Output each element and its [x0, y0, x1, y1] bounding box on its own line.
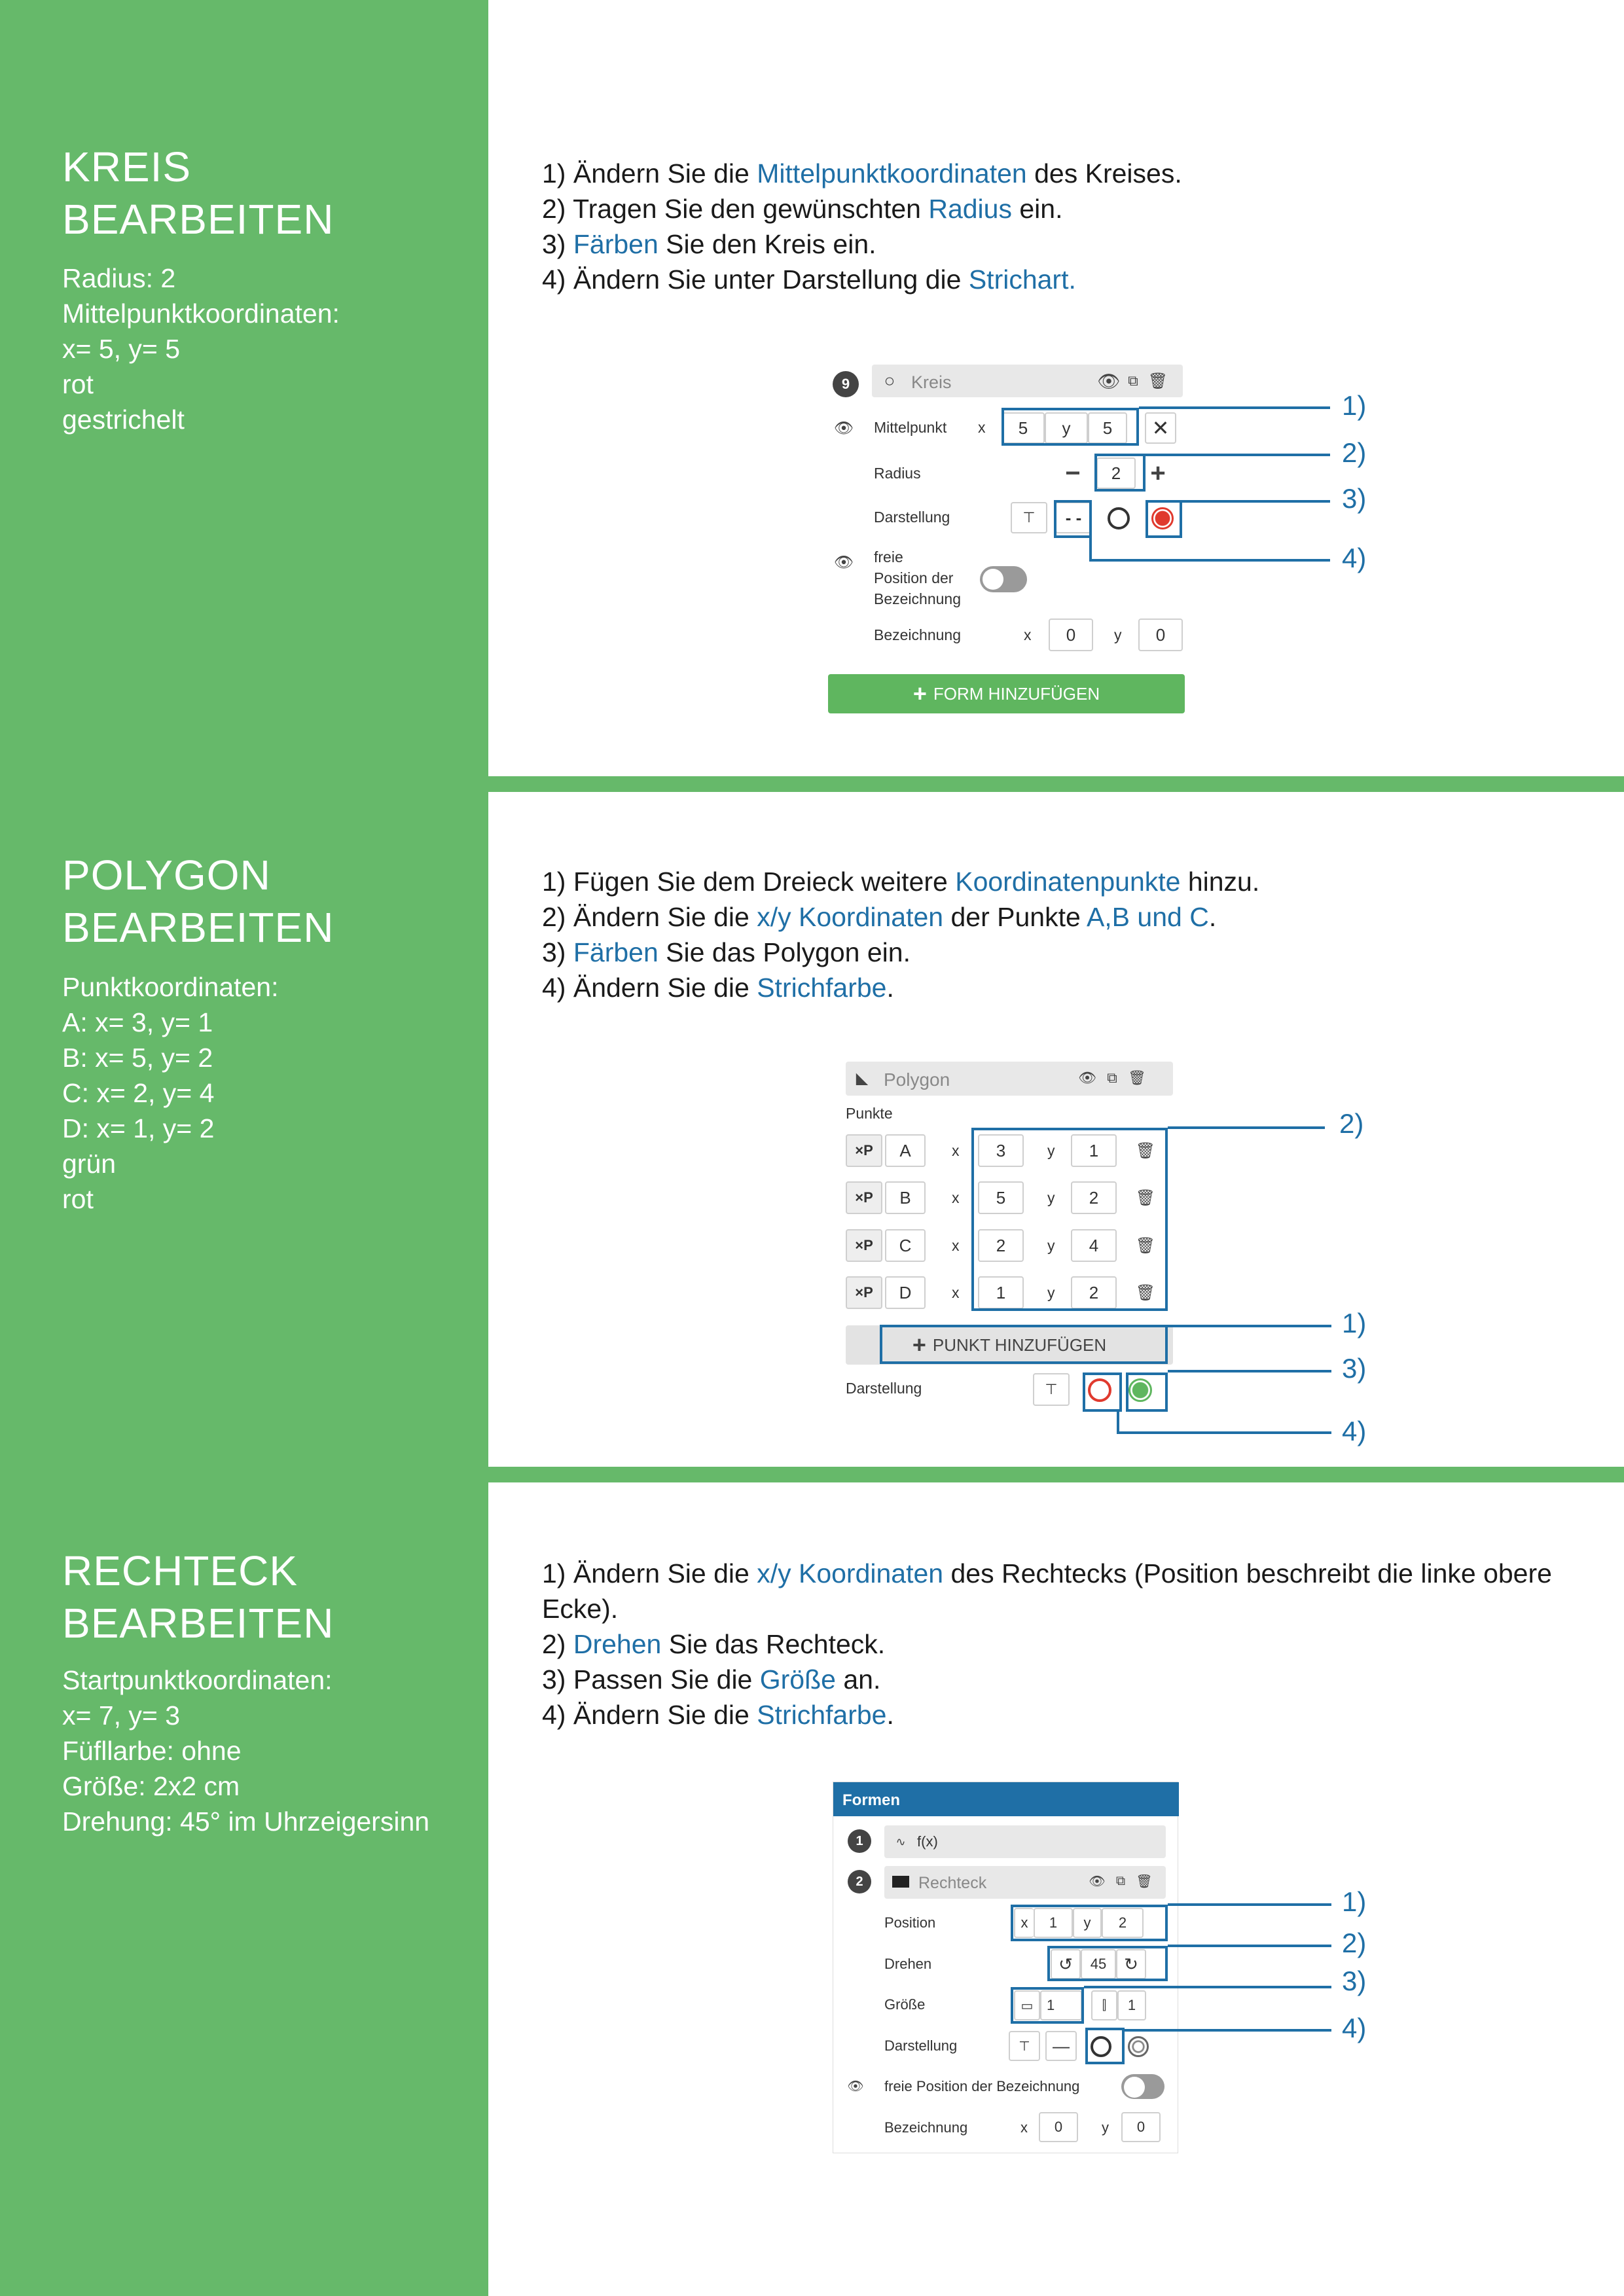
callout-frame	[880, 1325, 1168, 1364]
title-line: POLYGON	[62, 852, 271, 899]
free-position-toggle[interactable]	[1121, 2074, 1164, 2099]
callout-line	[1168, 1325, 1331, 1327]
section-title	[62, 849, 334, 954]
callout-line	[1182, 500, 1330, 503]
summary-line: A: x= 3, y= 1	[62, 1007, 213, 1037]
radius-input[interactable]: 2	[1096, 457, 1136, 489]
summary-line: x= 7, y= 3	[62, 1700, 181, 1731]
free-position-label: freie Position der Bezeichnung	[874, 548, 961, 607]
summary-line: Größe: 2x2 cm	[62, 1771, 240, 1801]
point-name-input[interactable]: D	[885, 1276, 926, 1309]
label-x-input[interactable]: 0	[1039, 2112, 1078, 2142]
label-label: Bezeichnung	[884, 2119, 968, 2136]
xp-icon[interactable]: ×P	[846, 1134, 882, 1167]
shape-number: 1	[848, 1829, 871, 1853]
summary-line: Radius: 2	[62, 263, 176, 293]
summary-line: Drehung: 45° im Uhrzeigersinn	[62, 1806, 430, 1837]
height-input[interactable]: 1	[1117, 1990, 1146, 2020]
point-x-input[interactable]: 5	[978, 1181, 1024, 1214]
callout-number: 2)	[1339, 1108, 1364, 1139]
callout-line	[1139, 406, 1330, 409]
display-label: Darstellung	[874, 509, 950, 526]
center-label: Mittelpunkt	[874, 419, 947, 436]
callout-line	[1125, 2029, 1331, 2032]
summary-line: D: x= 1, y= 2	[62, 1113, 215, 1143]
callout-frame	[1054, 500, 1092, 538]
callout-frame	[1001, 408, 1139, 446]
trash-icon[interactable]: 🗑	[1147, 372, 1168, 390]
callout-frame	[1146, 500, 1182, 538]
width-input[interactable]: 1	[1040, 1990, 1082, 2020]
callout-line	[1089, 559, 1330, 562]
callout-number: 1)	[1342, 390, 1367, 421]
summary-line: B: x= 5, y= 2	[62, 1043, 213, 1073]
callout-line	[1117, 1431, 1331, 1434]
callout-line	[1168, 1370, 1331, 1372]
circle-editor-screenshot: 9 ○ Kreis 👁 ⧉ 🗑 👁 Mittelpunkt x 5 y 5 ✕ Radius − 2 + Darstellung ⊤ - - 👁 freie Position der Bezeichnung Bezeichnung x 0 y 0 + FORM HINZUFÜGEN	[826, 357, 1199, 720]
shape-number: 2	[848, 1870, 871, 1893]
width-icon: ▭	[1014, 1990, 1040, 2020]
trash-icon[interactable]: 🗑	[1128, 1069, 1146, 1086]
point-x-input[interactable]: 2	[978, 1229, 1024, 1262]
point-y-input[interactable]: 2	[1071, 1181, 1117, 1214]
callout-line	[1168, 1945, 1331, 1947]
dashed-line-icon[interactable]: - -	[1055, 502, 1092, 533]
point-name-input[interactable]: C	[885, 1229, 926, 1262]
summary-line: x= 5, y= 5	[62, 334, 181, 364]
callout-line	[1117, 1412, 1119, 1433]
y-label: y	[1045, 412, 1088, 444]
callout-frame	[1085, 2028, 1125, 2064]
label-y-input[interactable]: 0	[1121, 2112, 1161, 2142]
position-label: Position	[884, 1914, 936, 1931]
instructions: 1) Fügen Sie dem Dreieck weitere Koordinatenpunkte hinzu. 2) Ändern Sie die x/y Koordinaten der Punkte A,B und C. 3) Färben Sie das Polygon ein. 4) Ändern Sie die Strichfarbe.	[542, 867, 1260, 1003]
instructions: 1) Ändern Sie die Mittelpunktkoordinaten des Kreises. 2) Tragen Sie den gewünschten Radius ein. 3) Färben Sie den Kreis ein. 4) Ändern Sie unter Darstellung die Strichart.	[542, 158, 1182, 295]
callout-number: 4)	[1342, 543, 1367, 573]
radius-label: Radius	[874, 465, 921, 482]
solid-line-icon[interactable]: —	[1045, 2031, 1077, 2061]
section-divider	[488, 1467, 1624, 1482]
callout-line	[1146, 454, 1330, 456]
callout-number: 2)	[1342, 1928, 1367, 1958]
eye-icon[interactable]: 👁	[833, 419, 854, 437]
summary-line: Mittelpunktkoordinaten:	[62, 298, 340, 329]
shape-number: 9	[833, 371, 859, 397]
section-title	[62, 141, 334, 245]
position-y-input[interactable]: 2	[1102, 1908, 1144, 1938]
polygon-editor-screenshot: ◣ Polygon 👁 ⧉ 🗑 Punkte ×P A x 3 y 1 🗑 ×P B x 5 y 2 🗑 ×P C x 2 y 4 🗑 ×P D x 1 y 2 🗑 + PUNKT HINZUFÜGEN Darstellung ⊤	[833, 1052, 1186, 1419]
callout-number: 4)	[1342, 1416, 1367, 1446]
callout-frame	[1126, 1372, 1168, 1412]
display-label: Darstellung	[884, 2037, 958, 2054]
callout-line	[1084, 1986, 1331, 1988]
copy-icon[interactable]: ⧉	[1115, 1873, 1126, 1888]
section-summary	[62, 260, 340, 437]
copy-icon[interactable]: ⧉	[1128, 372, 1138, 389]
callout-frame	[1047, 1946, 1168, 1981]
plus-icon[interactable]: +	[1150, 458, 1166, 488]
add-shape-button[interactable]: + FORM HINZUFÜGEN	[828, 674, 1185, 713]
x-label: x	[978, 419, 986, 436]
free-position-label: freie Position der Bezeichnung	[884, 2078, 1080, 2094]
eye-icon[interactable]: 👁	[1089, 1874, 1106, 1889]
point-y-input[interactable]: 2	[1071, 1276, 1117, 1309]
x-label: x	[1014, 1908, 1034, 1938]
summary-line: Startpunktkoordinaten:	[62, 1665, 333, 1695]
section-summary	[62, 969, 279, 1217]
section-divider	[488, 776, 1624, 792]
xp-icon[interactable]: ×P	[846, 1276, 882, 1309]
section-summary	[62, 1662, 429, 1839]
instructions: 1) Ändern Sie die x/y Koordinaten des Rechtecks (Position beschreibt die linke obere Ecke). 2) Drehen Sie das Rechteck. 3) Passen Sie die Größe an. 4) Ändern Sie die Strichfarbe.	[542, 1558, 1552, 1730]
label-label: Bezeichnung	[874, 626, 961, 643]
eye-icon[interactable]: 👁	[833, 553, 854, 571]
label-x-input[interactable]: 0	[1049, 619, 1093, 651]
summary-line: grün	[62, 1149, 117, 1179]
callout-frame	[1011, 1987, 1084, 2024]
minus-icon[interactable]: −	[1065, 458, 1081, 488]
callout-number: 1)	[1342, 1886, 1367, 1917]
free-position-toggle[interactable]	[980, 566, 1027, 592]
eye-icon[interactable]: 👁	[1078, 1069, 1096, 1086]
trash-icon[interactable]: 🗑	[1135, 1189, 1156, 1207]
copy-icon[interactable]: ⧉	[1107, 1069, 1117, 1086]
section-title	[62, 1545, 334, 1649]
point-name-input[interactable]: A	[885, 1134, 926, 1167]
trash-icon[interactable]: 🗑	[1135, 1283, 1156, 1302]
function-icon: ∿	[895, 1835, 906, 1848]
eye-icon[interactable]: 👁	[1097, 370, 1121, 391]
close-icon[interactable]: ✕	[1145, 412, 1176, 444]
point-y-input[interactable]: 1	[1071, 1134, 1117, 1167]
y-label: y	[1073, 1908, 1102, 1938]
height-icon: ⫿	[1091, 1990, 1117, 2020]
callout-number: 2)	[1342, 437, 1367, 468]
line-width-icon[interactable]: ⊤	[1009, 2031, 1040, 2061]
label-y-input[interactable]: 0	[1138, 619, 1183, 651]
callout-number: 3)	[1342, 483, 1367, 514]
callout-line	[1168, 1903, 1331, 1906]
summary-line: gestrichelt	[62, 404, 185, 435]
title-line: BEARBEITEN	[62, 1600, 334, 1647]
trash-icon[interactable]: 🗑	[1135, 1141, 1156, 1160]
callout-number: 4)	[1342, 2013, 1367, 2043]
trash-icon[interactable]: 🗑	[1136, 1874, 1153, 1889]
summary-line: rot	[62, 369, 94, 399]
callout-line	[1168, 1126, 1325, 1129]
center-y-input[interactable]: 5	[1088, 412, 1127, 444]
xp-icon[interactable]: ×P	[846, 1229, 882, 1262]
function-name: f(x)	[917, 1833, 938, 1850]
size-label: Größe	[884, 1996, 926, 2013]
shape-name: Kreis	[911, 372, 952, 392]
callout-frame	[1083, 1372, 1122, 1412]
point-y-input[interactable]: 4	[1071, 1229, 1117, 1262]
point-x-input[interactable]: 3	[978, 1134, 1024, 1167]
callout-number: 3)	[1342, 1965, 1367, 1996]
shape-name: Polygon	[884, 1069, 950, 1090]
rectangle-editor-screenshot: Formen 1 ∿ f(x) 2 Rechteck 👁 ⧉ 🗑 Position x 1 y 2 Drehen ↺ 45 ↻ Größe ▭ 1 ⫿ 1 Darstellung ⊤ — 👁 freie Position der Bezeichnung Bezeichnung x 0 y 0	[833, 1782, 1178, 2153]
rotate-input[interactable]: 45	[1081, 1949, 1116, 1979]
rotate-cw-icon[interactable]: ↻	[1116, 1949, 1146, 1979]
callout-line	[1089, 538, 1092, 562]
polygon-icon: ◣	[856, 1069, 869, 1087]
center-x-input[interactable]: 5	[1001, 412, 1045, 444]
summary-line: Punktkoordinaten:	[62, 972, 279, 1002]
stroke-color-icon[interactable]	[1108, 507, 1130, 529]
circle-icon: ○	[884, 370, 895, 391]
line-width-icon[interactable]: ⊤	[1011, 502, 1047, 533]
summary-line: C: x= 2, y= 4	[62, 1078, 215, 1108]
position-x-input[interactable]: 1	[1034, 1908, 1073, 1938]
title-line: BEARBEITEN	[62, 904, 334, 951]
title-line: BEARBEITEN	[62, 196, 334, 243]
callout-frame	[1094, 454, 1146, 492]
point-x-input[interactable]: 1	[978, 1276, 1024, 1309]
trash-icon[interactable]: 🗑	[1135, 1236, 1156, 1255]
title-line: KREIS	[62, 143, 192, 190]
fill-color-icon[interactable]	[1128, 2036, 1149, 2057]
callout-number: 3)	[1342, 1353, 1367, 1384]
points-label: Punkte	[846, 1105, 893, 1122]
point-name-input[interactable]: B	[885, 1181, 926, 1214]
rectangle-icon	[892, 1876, 909, 1888]
callout-frame	[971, 1128, 1168, 1311]
xp-icon[interactable]: ×P	[846, 1181, 882, 1214]
add-point-button[interactable]: + PUNKT HINZUFÜGEN	[846, 1325, 1173, 1365]
eye-icon[interactable]: 👁	[847, 2079, 864, 2094]
rotate-label: Drehen	[884, 1956, 932, 1972]
display-label: Darstellung	[846, 1380, 922, 1397]
summary-line: Füfllarbe: ohne	[62, 1736, 242, 1766]
summary-line: rot	[62, 1184, 94, 1214]
rotate-ccw-icon[interactable]: ↺	[1051, 1949, 1081, 1979]
callout-number: 1)	[1342, 1308, 1367, 1338]
title-line: RECHTECK	[62, 1547, 298, 1594]
callout-frame	[1011, 1905, 1168, 1941]
line-width-icon[interactable]: ⊤	[1033, 1373, 1070, 1406]
panel-header: Formen	[833, 1782, 1179, 1816]
shape-name: Rechteck	[918, 1874, 987, 1892]
